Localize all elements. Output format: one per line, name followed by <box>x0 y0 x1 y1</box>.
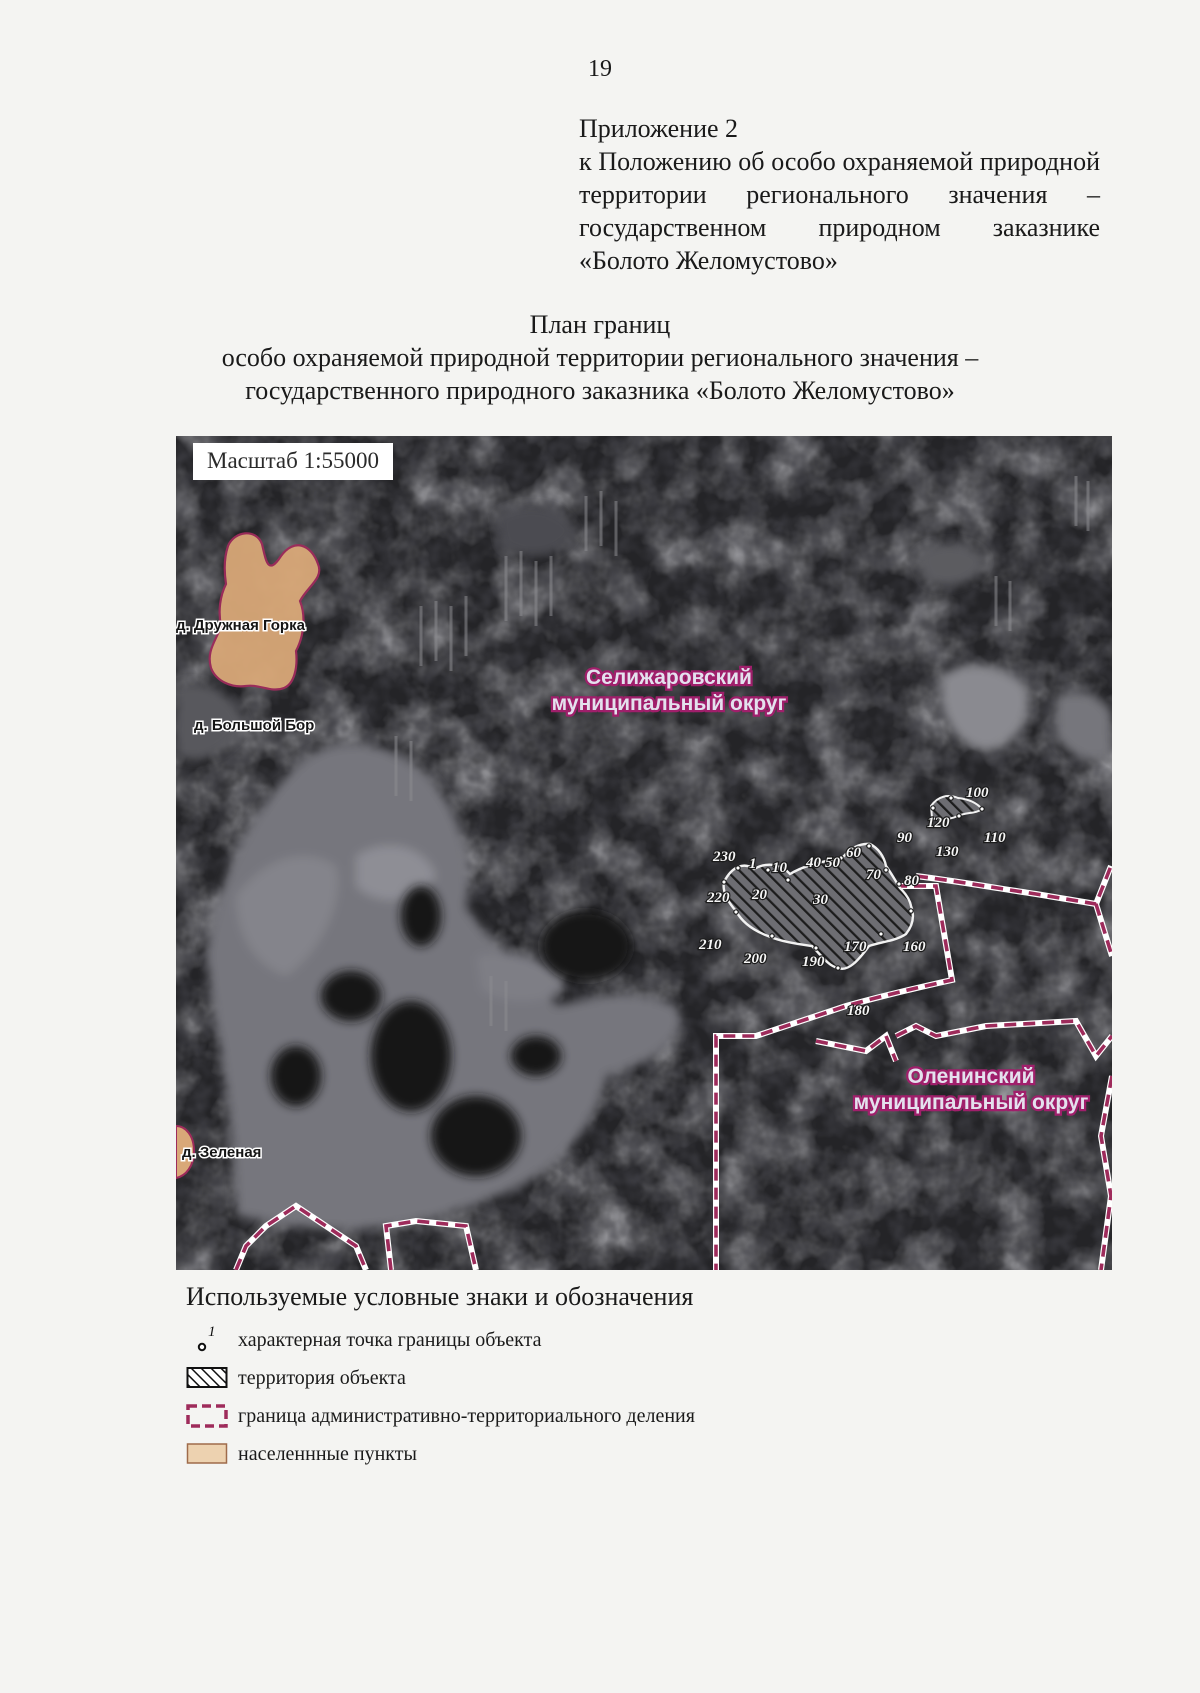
plan-title <box>0 308 1200 407</box>
point-label-230: 230 <box>713 849 736 865</box>
plan-title-line-2: особо охраняемой природной территории регионального значения – <box>221 343 979 372</box>
point-label-110: 110 <box>984 830 1006 846</box>
boundary-point-icon <box>186 1326 230 1354</box>
district-label-oleninsky-1: Оленинский <box>907 1065 1035 1088</box>
legend-item-territory <box>186 1359 1086 1397</box>
point-label-1: 1 <box>749 856 757 872</box>
appendix-title: Приложение 2 <box>579 114 739 143</box>
map-scale: Масштаб 1:55000 <box>193 443 393 480</box>
plan-title-line-3: государственного природного заказника «Болото Желомустово» <box>245 376 955 405</box>
point-label-170: 170 <box>844 939 867 955</box>
map-image <box>176 436 1112 1270</box>
appendix-header <box>579 112 1100 277</box>
point-label-100: 100 <box>966 785 989 801</box>
hatch-icon <box>186 1364 230 1392</box>
point-label-10: 10 <box>772 860 787 876</box>
plan-title-line-1: План границ <box>529 310 671 339</box>
appendix-body: к Положению об особо охраняемой природной территории регионального значения – государственном природном заказнике «Болото Желомустово» <box>579 147 1100 275</box>
point-label-40: 40 <box>806 855 821 871</box>
district-label-selizharovsky-1: Селижаровский <box>586 666 752 689</box>
settlement-swatch-icon <box>186 1440 230 1468</box>
point-label-120: 120 <box>927 815 950 831</box>
map-canvas <box>176 436 1112 1270</box>
legend-title: Используемые условные знаки и обозначения <box>186 1282 694 1311</box>
district-label-selizharovsky-2: муниципальный округ <box>551 692 787 715</box>
settlement-label-druzhnaya-gorka: д. Дружная Горка <box>176 617 305 634</box>
point-label-220: 220 <box>707 890 730 906</box>
legend-item-admin-boundary <box>186 1397 1086 1435</box>
legend-item-settlements <box>186 1435 1086 1473</box>
legend-label: населеннные пункты <box>238 1442 417 1465</box>
district-label-oleninsky-2: муниципальный округ <box>853 1091 1089 1114</box>
point-label-200: 200 <box>744 951 767 967</box>
point-label-90: 90 <box>897 830 912 846</box>
point-label-130: 130 <box>936 844 959 860</box>
point-label-30: 30 <box>813 892 828 908</box>
svg-text:1: 1 <box>208 1326 216 1340</box>
settlement-label-zelenaya: д. Зеленая <box>182 1144 262 1161</box>
settlement-label-bolshoy-bor: д. Большой Бор <box>194 717 315 734</box>
legend <box>186 1282 1086 1473</box>
dashed-border-icon <box>186 1402 230 1430</box>
page-number: 19 <box>588 56 612 82</box>
point-label-60: 60 <box>846 845 861 861</box>
point-label-160: 160 <box>903 939 926 955</box>
legend-label: характерная точка границы объекта <box>238 1328 542 1351</box>
point-label-210: 210 <box>699 937 722 953</box>
point-label-80: 80 <box>904 873 919 889</box>
point-label-20: 20 <box>752 887 767 903</box>
point-label-50: 50 <box>825 855 840 871</box>
point-label-190: 190 <box>802 954 825 970</box>
legend-item-boundary-point <box>186 1321 1086 1359</box>
point-label-70: 70 <box>866 867 881 883</box>
legend-label: территория объекта <box>238 1366 406 1389</box>
legend-label: граница административно-территориального деления <box>238 1404 695 1427</box>
point-label-180: 180 <box>847 1003 870 1019</box>
